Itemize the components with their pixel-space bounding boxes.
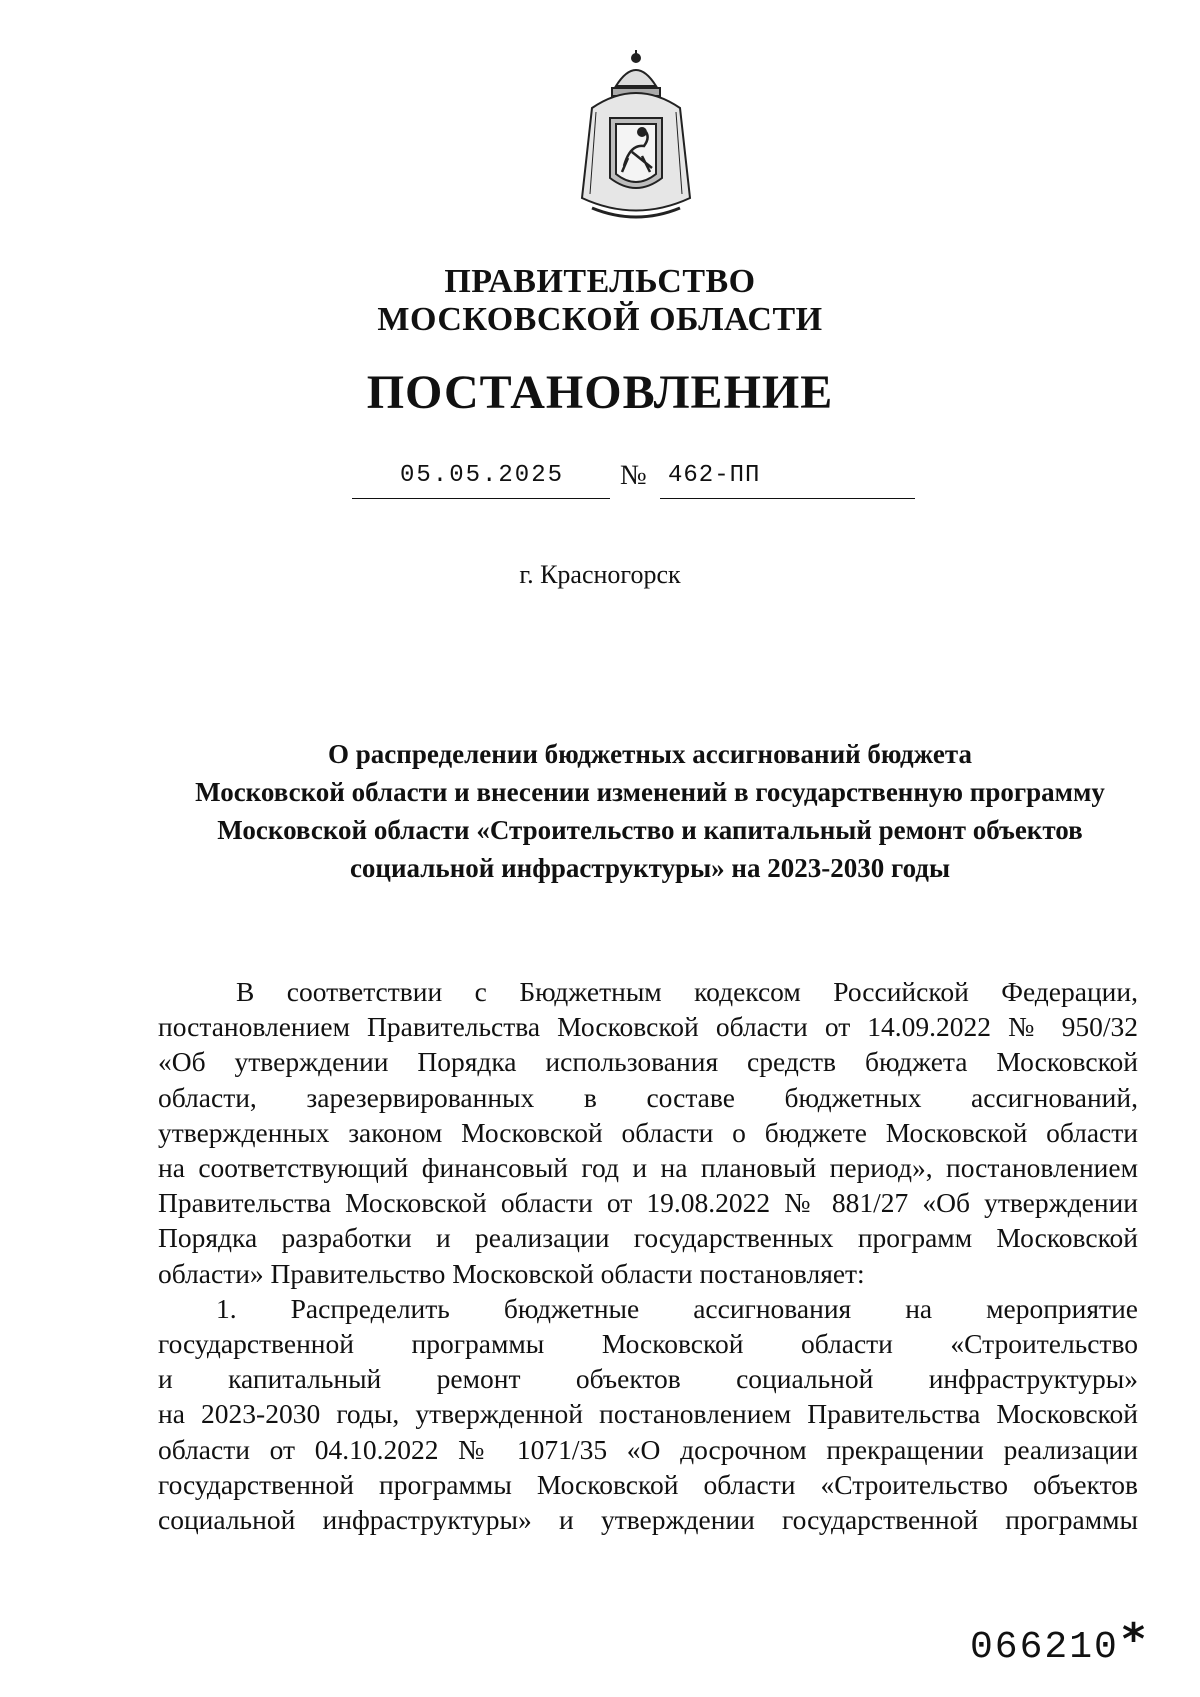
government-name-line2: МОСКОВСКОЙ ОБЛАСТИ	[377, 301, 823, 338]
body-line: постановлением Правительства Московской области от 14.09.2022 № 950/32	[158, 1011, 1138, 1043]
body-line: «Об утверждении Порядка использования средств бюджета Московской	[158, 1046, 1138, 1078]
document-title	[150, 735, 1150, 887]
date-underline	[352, 498, 610, 499]
document-type: ПОСТАНОВЛЕНИЕ	[366, 366, 834, 419]
body-line: на 2023-2030 годы, утвержденной постановлением Правительства Московской	[158, 1398, 1138, 1430]
document-number: 462-ПП	[668, 462, 761, 489]
number-underline	[660, 498, 915, 499]
document-body	[158, 974, 1138, 1537]
body-line: 1. Распределить бюджетные ассигнования на мероприятие	[216, 1292, 1138, 1324]
body-line: области от 04.10.2022 № 1071/35 «О досрочном прекращении реализации	[158, 1433, 1138, 1465]
body-line: социальной инфраструктуры» и утверждении государственной программы	[158, 1504, 1138, 1536]
body-line: на соответствующий финансовый год и на плановый период», постановлением	[158, 1152, 1138, 1184]
body-line: области, зарезервированных в составе бюджетных ассигнований,	[158, 1081, 1138, 1113]
coat-of-arms-emblem	[572, 48, 700, 226]
title-line: Московской области «Строительство и капитальный ремонт объектов	[217, 815, 1083, 845]
body-line: области» Правительство Московской области постановляет:	[158, 1257, 865, 1289]
title-line: социальной инфраструктуры» на 2023-2030 годы	[349, 853, 951, 883]
number-sign: №	[620, 460, 647, 491]
asterisk-mark: *	[1122, 1614, 1146, 1665]
body-line: и капитальный ремонт объектов социальной инфраструктуры»	[158, 1363, 1138, 1395]
body-line: Правительства Московской области от 19.08.2022 № 881/27 «Об утверждении	[158, 1187, 1138, 1219]
serial-number: 066210	[970, 1626, 1119, 1669]
city: г. Красногорск	[519, 560, 681, 589]
title-line: О распределении бюджетных ассигнований бюджета	[328, 739, 972, 769]
document-date: 05.05.2025	[399, 462, 565, 489]
title-line: Московской области и внесении изменений в государственную программу	[195, 777, 1105, 807]
body-line: утвержденных законом Московской области о бюджете Московской области	[158, 1116, 1138, 1148]
body-line: государственной программы Московской области «Строительство объектов	[158, 1468, 1138, 1500]
government-name-line1: ПРАВИТЕЛЬСТВО	[444, 263, 756, 300]
body-line: государственной программы Московской области «Строительство	[158, 1328, 1138, 1360]
body-line: Порядка разработки и реализации государственных программ Московской	[158, 1222, 1138, 1254]
body-line: В соответствии с Бюджетным кодексом Российской Федерации,	[236, 976, 1138, 1007]
